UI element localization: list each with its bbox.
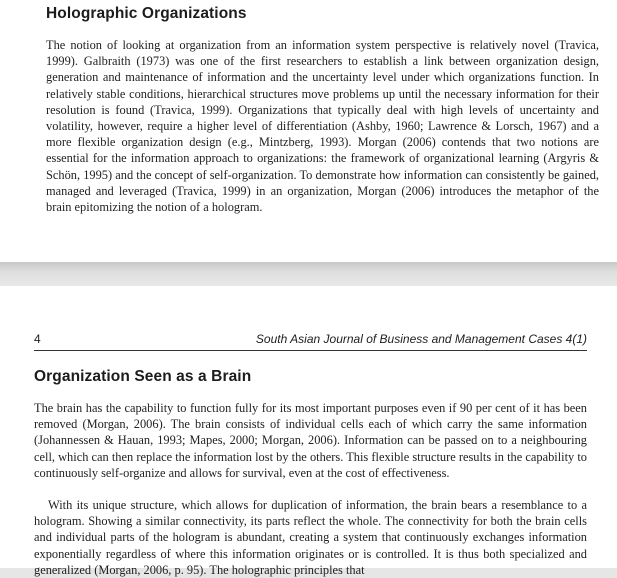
running-header	[34, 330, 587, 351]
document-page-top	[0, 0, 617, 262]
section-heading-holographic-organizations: Holographic Organizations	[46, 5, 247, 22]
page-separator	[0, 262, 617, 286]
body-paragraph: The brain has the capability to function fully for its most important purposes even if 90 per cent of it has been removed (Morgan, 2006). The brain consists of individual cells each of which carry the same information (Johannessen & Hauan, 1993; Mapes, 2000; Morgan, 2006). Information can be passed on to a neighbouring cell, which can then replace the information lost by the others. This flexible structure results in the capability to continuously self-organize and allows for survival, even at the cost of effectiveness.	[34, 401, 587, 480]
document-page-bottom	[0, 286, 617, 577]
body-paragraph: With its unique structure, which allows for duplication of information, the brain bears a resemblance to a hologram. Showing a similar connectivity, its parts reflect the whole. The connectivity for both the brain cells and individual parts of the hologram is abundant, creating a system that continuously exchanges information exponentially regardless of where this information originates or is controlled. It is thus both specialized and generalized (Morgan, 2006, p. 95). The holographic principles that	[34, 498, 587, 577]
section-heading-organization-seen-as-a-brain: Organization Seen as a Brain	[34, 368, 252, 385]
page-number: 4	[34, 332, 41, 346]
journal-title: South Asian Journal of Business and Management Cases 4(1)	[255, 332, 587, 346]
body-paragraph: The notion of looking at organization from an information system perspective is relatively novel (Travica, 1999). Galbraith (1973) was one of the first researchers to establish a link between organization design, generation and maintenance of information and the uncertainty level under which organizations function. In relatively stable conditions, hierarchical structures move problems up until the necessary information for their resolution is found (Travica, 1999). Organizations that typically deal with high levels of uncertainty and volatility, however, require a higher level of differentiation (Ashby, 1960; Lawrence & Lorsch, 1967) and a more flexible organization design (e.g., Mintzberg, 1993). Morgan (2006) contends that two notions are essential for the information approach to organizations: the framework of organizational learning (Argyris & Schön, 1995) and the concept of self-organization. To demonstrate how information can consistently be gained, managed and leveraged (Travica, 1999) in an organization, Morgan (2006) introduces the metaphor of the brain epitomizing the notion of a hologram.	[46, 38, 599, 215]
